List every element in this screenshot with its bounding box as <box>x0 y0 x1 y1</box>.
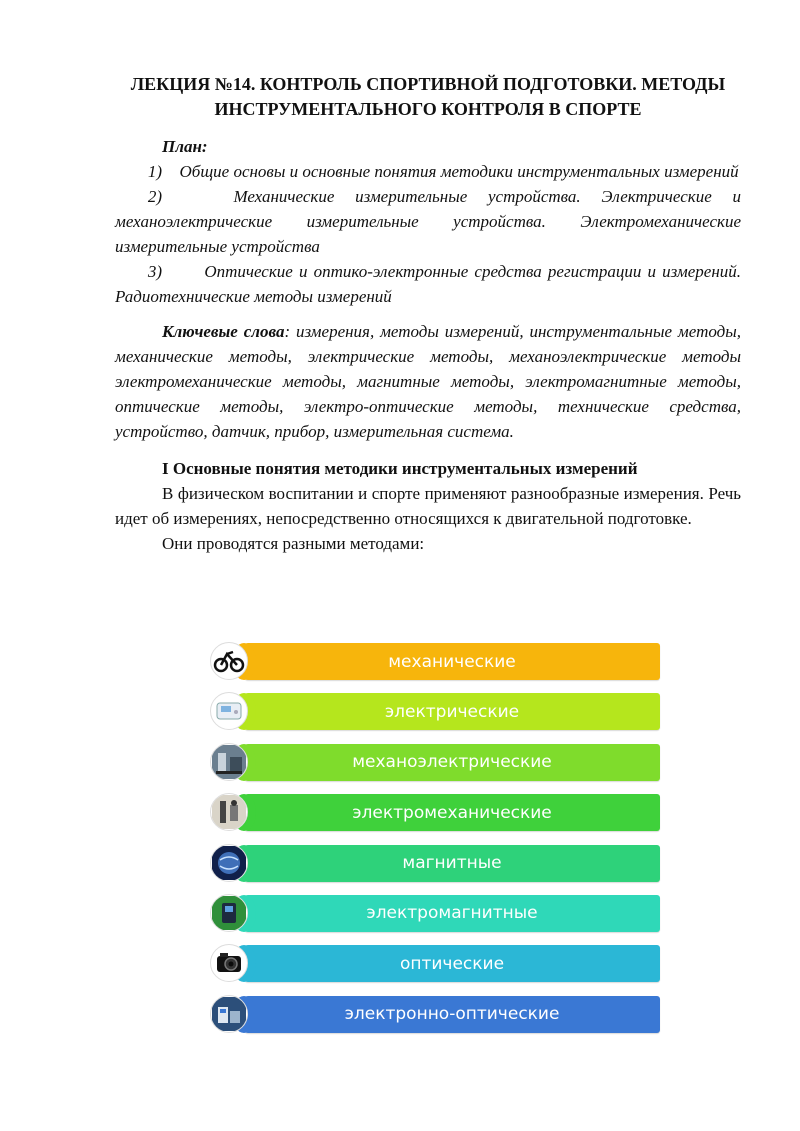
scanner-icon <box>210 894 248 932</box>
method-row <box>210 743 662 783</box>
machine-icon <box>210 743 248 781</box>
plan-item-text: Общие основы и основные понятия методики инструментальных измерений <box>179 162 739 181</box>
method-row <box>210 793 662 833</box>
method-bar: оптические <box>244 945 660 982</box>
bicycle-icon <box>210 642 248 680</box>
keywords-label: Ключевые слова <box>162 322 285 341</box>
methods-list <box>210 642 662 1045</box>
sensor-icon <box>210 793 248 831</box>
method-bar: электромагнитные <box>244 895 660 932</box>
plan-item-text: Оптические и оптико-электронные средства регистрации и измерений. Радиотехнические методы измерений <box>115 262 742 306</box>
plan-item-1 <box>115 159 741 184</box>
plan-item-number: 2) <box>147 187 162 206</box>
method-row <box>210 692 662 732</box>
plan-label: План: <box>162 137 208 156</box>
method-bar: механические <box>244 643 660 680</box>
document-page <box>115 72 741 556</box>
plan-item-text: Механические измерительные устройства. Электрические и механоэлектрические измерительные устройства. Электромеханические измерительные устройства <box>115 187 741 256</box>
plan-item-2 <box>115 184 741 259</box>
plan-item-3 <box>115 259 741 309</box>
globe-icon <box>210 844 248 882</box>
section-paragraph: В физическом воспитании и спорте применяют разнообразные измерения. Речь идет об измерениях, непосредственно относящихся к двигательной подготовке. <box>115 484 741 528</box>
method-bar: электромеханические <box>244 794 660 831</box>
section-title: I Основные понятия методики инструментальных измерений <box>162 459 638 478</box>
method-bar: магнитные <box>244 845 660 882</box>
section-lead: Они проводятся разными методами: <box>162 534 425 553</box>
optical-lab-icon <box>210 995 248 1033</box>
method-row <box>210 944 662 984</box>
method-row <box>210 642 662 682</box>
method-bar: электрические <box>244 693 660 730</box>
method-row <box>210 894 662 934</box>
keywords-paragraph <box>115 319 741 444</box>
method-row <box>210 995 662 1035</box>
method-bar: механоэлектрические <box>244 744 660 781</box>
title-line-2: ИНСТРУМЕНТАЛЬНОГО КОНТРОЛЯ В СПОРТЕ <box>214 99 642 119</box>
keywords-text: : измерения, методы измерений, инструментальные методы, механические методы, электрические методы, механоэлектрические методы электромеханические методы, магнитные методы, электромагнитные методы, оптические методы, электро-оптические методы, технические средства, устройство, датчик, прибор, измерительная система. <box>115 322 741 441</box>
plan-item-number: 3) <box>147 262 162 281</box>
lecture-title <box>115 72 741 122</box>
method-bar: электронно-оптические <box>244 996 660 1033</box>
plan-item-number: 1) <box>147 162 162 181</box>
title-line-1: ЛЕКЦИЯ №14. КОНТРОЛЬ СПОРТИВНОЙ ПОДГОТОВКИ. МЕТОДЫ <box>130 74 726 94</box>
method-row <box>210 844 662 884</box>
